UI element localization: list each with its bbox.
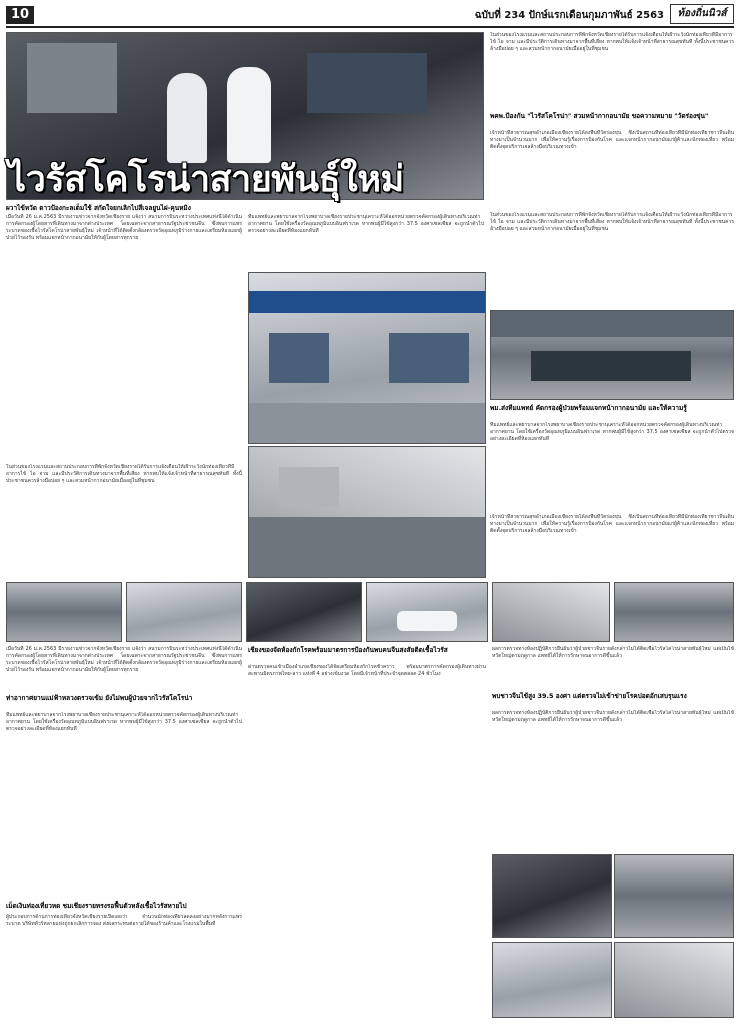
strip-photo <box>492 582 610 642</box>
terminal-photo <box>490 310 734 400</box>
subhead: พคพ.ป้องกัน "ไวรัสโคโรน่า" สวมหน้ากากอนามัย ขอความหมาย "วัดร่องขุ่น" <box>490 112 709 120</box>
article-text: ในส่วนของโรงแรมและสถานประกอบการที่พักจังหวัดเชียงรายได้รับการแจ้งเตือนให้เฝ้าระวังนักท่องเที่ยวที่มีอาการไข้ ไอ จาม และมีประวัติการเดินทางมาจากพื้นที่เสี่ยง หากพบให้แจ้งเจ้าหน้าที่สาธารณสุขทันที ทั้งนี้ประชาชนควรล้างมือบ่อย ๆ และสวมหน้ากากอนามัยเมื่ออยู่ในที่ชุมชน <box>6 464 242 484</box>
strip-photo <box>246 582 362 642</box>
medic-figure-shape <box>227 67 271 163</box>
article-text: เมื่อวันที่ 26 ม.ค.2563 มีรายงานข่าวจากจังหวัดเชียงราย แจ้งว่า สนามการบินระหว่างประเทศแห่งนี้ได้ดำเนินการคัดกรองผู้โดยสารที่เดินทางมาจากต่างประเทศ โดยเฉพาะจากสาธารณรัฐประชาชนจีน ซึ่งพบการแพร่ระบาดของเชื้อไวรัสโคโรน่าสายพันธุ์ใหม่ เจ้าหน้าที่ได้ติดตั้งกล้องตรวจวัดอุณหภูมิร่างกายและเตรียมห้องแยกผู้ป่วยไว้รองรับ พร้อมแจกหน้ากากอนามัยให้กับผู้โดยสารทุกราย <box>6 214 242 241</box>
article-text: ผู้ประกอบการด้านการท่องเที่ยวจังหวัดเชียงรายเปิดเผยว่า จำนวนนักท่องเที่ยวลดลงอย่างมากหลังการแพร่ระบาด บริษัททัวร์หลายแห่งถูกยกเลิกการจอง ส่งผลกระทบต่อรายได้ของร้านค้าและโรงแรมในพื้นที่ <box>6 914 242 927</box>
bottom-photo <box>614 942 734 1018</box>
counter-shape <box>269 333 329 383</box>
subhead: พบชาวจีนไข้สูง 39.5 องศา แต่ตรวจไม่เข้าข่ายโรคปอดอักเสบรุนแรง <box>492 692 687 700</box>
strip-photo <box>614 582 734 642</box>
strip-photo <box>6 582 122 642</box>
article-text: ในส่วนของโรงแรมและสถานประกอบการที่พักจังหวัดเชียงรายได้รับการแจ้งเตือนให้เฝ้าระวังนักท่องเที่ยวที่มีอาการไข้ ไอ จาม และมีประวัติการเดินทางมาจากพื้นที่เสี่ยง หากพบให้แจ้งเจ้าหน้าที่สาธารณสุขทันที ทั้งนี้ประชาชนควรล้างมือบ่อย ๆ และสวมหน้ากากอนามัยเมื่ออยู่ในที่ชุมชน <box>490 32 734 52</box>
article-text: ด่านตรวจคนเข้าเมืองอำเภอเชียงของได้จัดเตรียมห้องกักโรคชั่วคราว พร้อมมาตรการคัดกรองผู้เดินทางผ่านสะพานมิตรภาพไทย-ลาว แห่งที่ 4 อย่างเข้มงวด โดยมีเจ้าหน้าที่ประจำจุดตลอด 24 ชั่วโมง <box>248 664 486 677</box>
checkin-sign-shape <box>249 291 486 313</box>
article-text: ทีมแพทย์และพยาบาลจากโรงพยาบาลเชียงรายประชานุเคราะห์ได้ออกหน่วยตรวจคัดกรองผู้เดินทางบริเวณท่าอากาศยาน โดยใช้เครื่องวัดอุณหภูมิแบบอินฟราเรด หากพบผู้มีไข้สูงกว่า 37.5 องศาเซลเซียส จะถูกนำตัวไปตรวจอย่างละเอียดที่ห้องแยกทันที <box>490 422 734 442</box>
counter-shape <box>389 333 469 383</box>
ceiling-shape <box>491 311 734 337</box>
article-text: ทีมแพทย์และพยาบาลจากโรงพยาบาลเชียงรายประชานุเคราะห์ได้ออกหน่วยตรวจคัดกรองผู้เดินทางบริเวณท่าอากาศยาน โดยใช้เครื่องวัดอุณหภูมิแบบอินฟราเรด หากพบผู้มีไข้สูงกว่า 37.5 องศาเซลเซียส จะถูกนำตัวไปตรวจอย่างละเอียดที่ห้องแยกทันที <box>248 214 484 234</box>
bottom-photo <box>614 854 734 938</box>
crowd-shape <box>249 517 486 578</box>
car-shape <box>397 611 457 631</box>
page-header <box>6 4 734 28</box>
checkin-photo <box>248 272 486 444</box>
bottom-photo <box>492 854 612 938</box>
subhead: เชียงของจัดห้องกักโรคพร้อมมาตรการป้องกันพบคนจีนสงสัยติดเชื้อไวรัส <box>248 646 448 654</box>
strip-photo <box>126 582 242 642</box>
subhead: พม.ส่งทีมแพทย์ คัดกรองผู้ป่วยพร้อมแจกหน้ากากอนามัย และให้ความรู้ <box>490 404 687 412</box>
article-text: ในส่วนของโรงแรมและสถานประกอบการที่พักจังหวัดเชียงรายได้รับการแจ้งเตือนให้เฝ้าระวังนักท่องเที่ยวที่มีอาการไข้ ไอ จาม และมีประวัติการเดินทางมาจากพื้นที่เสี่ยง หากพบให้แจ้งเจ้าหน้าที่สาธารณสุขทันที ทั้งนี้ประชาชนควรล้างมือบ่อย ๆ และสวมหน้ากากอนามัยเมื่ออยู่ในที่ชุมชน <box>490 212 734 232</box>
article-text: เจ้าหน้าที่สาธารณสุขอำเภอเมืองเชียงรายได้ลงพื้นที่วัดร่องขุ่น ซึ่งเป็นสถานที่ท่องเที่ยวที่มีนักท่องเที่ยวชาวจีนเดินทางมาเป็นจำนวนมาก เพื่อให้ความรู้เรื่องการป้องกันโรค และแจกหน้ากากอนามัยแก่ผู้ค้าและนักท่องเที่ยว พร้อมติดตั้งจุดบริการเจลล้างมือบริเวณทางเข้า <box>490 514 734 534</box>
article-text: เจ้าหน้าที่สาธารณสุขอำเภอเมืองเชียงรายได้ลงพื้นที่วัดร่องขุ่น ซึ่งเป็นสถานที่ท่องเที่ยวที่มีนักท่องเที่ยวชาวจีนเดินทางมาเป็นจำนวนมาก เพื่อให้ความรู้เรื่องการป้องกันโรค และแจกหน้ากากอนามัยแก่ผู้ค้าและนักท่องเที่ยว พร้อมติดตั้งจุดบริการเจลล้างมือบริเวณทางเข้า <box>490 130 734 150</box>
article-text: เมื่อวันที่ 26 ม.ค.2563 มีรายงานข่าวจากจังหวัดเชียงราย แจ้งว่า สนามการบินระหว่างประเทศแห่งนี้ได้ดำเนินการคัดกรองผู้โดยสารที่เดินทางมาจากต่างประเทศ โดยเฉพาะจากสาธารณรัฐประชาชนจีน ซึ่งพบการแพร่ระบาดของเชื้อไวรัสโคโรน่าสายพันธุ์ใหม่ เจ้าหน้าที่ได้ติดตั้งกล้องตรวจวัดอุณหภูมิร่างกายและเตรียมห้องแยกผู้ป่วยไว้รองรับ พร้อมแจกหน้ากากอนามัยให้กับผู้โดยสารทุกราย <box>6 646 242 673</box>
article-text: ผลการตรวจทางห้องปฏิบัติการยืนยันว่าผู้ป่วยชาวจีนรายดังกล่าวไม่ได้ติดเชื้อไวรัสโคโรน่าสายพันธุ์ใหม่ แต่เป็นไข้หวัดใหญ่ตามฤดูกาล แพทย์ได้ให้การรักษาจนอาการดีขึ้นแล้ว <box>492 710 734 723</box>
window-shape <box>279 467 339 507</box>
headline: ไวรัสโคโรน่าสายพันธุ์ใหม่ <box>8 159 404 200</box>
subhead: ท่าอากาศยานแม่ฟ้าหลวงตรวจเข้ม ยังไม่พบผู้ป่วยจากไวรัสโคโรน่า <box>6 694 193 702</box>
kiosk-shape <box>307 53 427 113</box>
waiting-hall-photo <box>248 446 486 578</box>
newspaper-logo: ท้องถิ่นนิวส์ <box>670 4 734 24</box>
bottom-photo <box>492 942 612 1018</box>
article-text: ผลการตรวจทางห้องปฏิบัติการยืนยันว่าผู้ป่วยชาวจีนรายดังกล่าวไม่ได้ติดเชื้อไวรัสโคโรน่าสายพันธุ์ใหม่ แต่เป็นไข้หวัดใหญ่ตามฤดูกาล แพทย์ได้ให้การรักษาจนอาการดีขึ้นแล้ว <box>492 646 734 659</box>
floor-shape <box>249 403 486 444</box>
window-shape <box>27 43 117 113</box>
car-photo <box>366 582 488 642</box>
subhead: เม็ดเงินท่องเที่ยวหด ชมเชียงรายทรงรอฟื้นตัวหลังเชื้อไวรัสหายไป <box>6 902 187 910</box>
counter-shape <box>531 351 691 381</box>
subhead: ผวาไข้หวัด ตาวป้องกะลเต็มใช้ สกัดใจยกเลิกไปสีเจลยูนไผ่-คุนหมิง <box>6 204 191 212</box>
article-text: ทีมแพทย์และพยาบาลจากโรงพยาบาลเชียงรายประชานุเคราะห์ได้ออกหน่วยตรวจคัดกรองผู้เดินทางบริเวณท่าอากาศยาน โดยใช้เครื่องวัดอุณหภูมิแบบอินฟราเรด หากพบผู้มีไข้สูงกว่า 37.5 องศาเซลเซียส จะถูกนำตัวไปตรวจอย่างละเอียดที่ห้องแยกทันที <box>6 712 242 732</box>
issue-line: ฉบับที่ 234 ปักษ์แรกเดือนกุมภาพันธ์ 2563 <box>474 10 664 21</box>
page-number: 10 <box>6 6 34 24</box>
